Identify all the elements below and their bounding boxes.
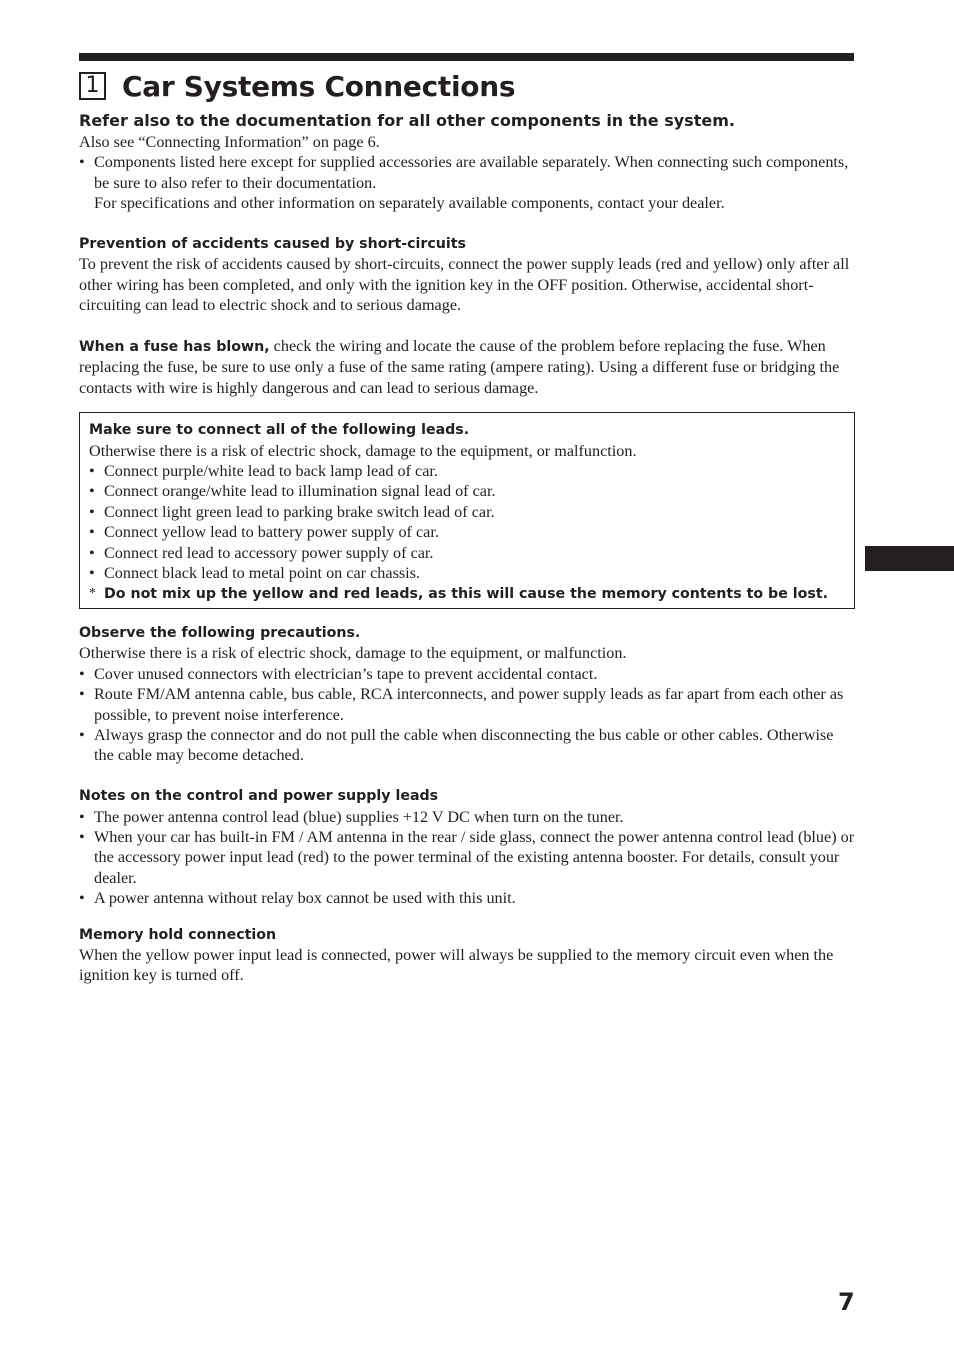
list-item bbox=[89, 481, 845, 501]
bullet-mark: • bbox=[89, 502, 95, 521]
intro-bullet-text bbox=[94, 152, 855, 213]
list-item bbox=[89, 502, 845, 522]
precautions-intro: Otherwise there is a risk of electric shock, damage to the equipment, or malfunction. bbox=[79, 644, 627, 663]
list-item bbox=[89, 522, 845, 542]
list-item bbox=[79, 664, 855, 684]
lead-item-text: Connect orange/white lead to illumination signal lead of car. bbox=[104, 482, 496, 501]
list-item bbox=[79, 807, 855, 827]
fuse-lead: When a fuse has blown, bbox=[79, 339, 270, 356]
list-item bbox=[79, 827, 855, 888]
section-side-tab bbox=[865, 546, 954, 571]
list-item bbox=[89, 461, 845, 481]
page-title: Car Systems Connections bbox=[122, 69, 516, 103]
note-item-text: The power antenna control lead (blue) supplies +12 V DC when turn on the tuner. bbox=[94, 807, 624, 826]
precaution-item-text: Cover unused connectors with electrician’s tape to prevent accidental contact. bbox=[94, 664, 598, 683]
page-number: 7 bbox=[838, 1288, 855, 1316]
lead-item-text: Connect black lead to metal point on car chassis. bbox=[104, 564, 421, 583]
leads-warning-box bbox=[79, 412, 855, 609]
bullet-mark: • bbox=[89, 462, 95, 481]
precautions-heading: Observe the following precautions. bbox=[79, 624, 361, 641]
bullet-mark: • bbox=[79, 889, 85, 908]
list-item bbox=[89, 543, 845, 563]
section-header bbox=[79, 66, 515, 106]
lead-item-text: Connect red lead to accessory power supply of car. bbox=[104, 543, 434, 562]
precaution-item-text: Route FM/AM antenna cable, bus cable, RCA interconnects, and power supply leads as far apart from each other as possible, to prevent noise interference. bbox=[94, 685, 844, 724]
list-item bbox=[79, 888, 855, 908]
list-item bbox=[89, 563, 845, 583]
lead-item-text: Connect light green lead to parking brake switch lead of car. bbox=[104, 502, 495, 521]
leads-box-intro: Otherwise there is a risk of electric shock, damage to the equipment, or malfunction. bbox=[89, 441, 637, 460]
section-number-box: 1 bbox=[79, 72, 106, 100]
main-content bbox=[79, 110, 855, 986]
bullet-mark: • bbox=[89, 543, 95, 562]
intro-bullet bbox=[79, 152, 855, 213]
bullet-mark: • bbox=[89, 564, 95, 583]
list-item bbox=[79, 684, 855, 725]
leads-box-heading: Make sure to connect all of the following leads. bbox=[89, 422, 470, 439]
notes-heading: Notes on the control and power supply leads bbox=[79, 788, 439, 805]
memory-heading: Memory hold connection bbox=[79, 926, 277, 943]
see-also-text: Also see “Connecting Information” on page 6. bbox=[79, 133, 380, 151]
bullet-mark: • bbox=[79, 153, 85, 172]
memory-text: When the yellow power input lead is connected, power will always be supplied to the memory circuit even when the ignition key is turned off. bbox=[79, 945, 834, 985]
note-item-text: A power antenna without relay box cannot be used with this unit. bbox=[94, 889, 516, 908]
intro-bullet-main: Components listed here except for supplied accessories are available separately. When connecting such components, be sure to also refer to their documentation. bbox=[94, 153, 849, 192]
fuse-text: check the wiring and locate the cause of the problem before replacing the fuse. When replacing the fuse, be sure to use only a fuse of the same rating (ampere rating). Using a different fuse or bridging the contacts with wire is highly dangerous and can lead to serious damage. bbox=[79, 337, 840, 397]
asterisk-mark: * bbox=[89, 585, 96, 601]
fuse-paragraph bbox=[79, 336, 855, 398]
lead-item-text: Connect purple/white lead to back lamp lead of car. bbox=[104, 462, 438, 481]
bullet-mark: • bbox=[89, 523, 95, 542]
bullet-mark: • bbox=[79, 725, 85, 744]
bullet-mark: • bbox=[79, 685, 85, 704]
precaution-item-text: Always grasp the connector and do not pull the cable when disconnecting the bus cable or other cables. Otherwise the cable may become detached. bbox=[94, 725, 834, 765]
bullet-mark: • bbox=[79, 827, 85, 846]
note-item-text: When your car has built-in FM / AM antenna in the rear / side glass, connect the power antenna control lead (blue) or the accessory power input lead (red) to the power terminal of the existing antenna booster. For details, consult your dealer. bbox=[94, 827, 855, 887]
intro-subhead: Refer also to the documentation for all other components in the system. bbox=[79, 111, 735, 130]
short-circuit-text: To prevent the risk of accidents caused by short-circuits, connect the power supply leads (red and yellow) only after all other wiring has been completed, and only with the ignition key in the OFF position. Otherwise, accidental short-circuiting can lead to electric shock and to serious damage. bbox=[79, 255, 850, 315]
short-circuit-heading: Prevention of accidents caused by short-circuits bbox=[79, 236, 466, 253]
bullet-mark: • bbox=[79, 664, 85, 683]
intro-bullet-continued: For specifications and other information on separately available components, contact your dealer. bbox=[94, 194, 725, 213]
bullet-mark: • bbox=[89, 482, 95, 501]
lead-item-text: Connect yellow lead to battery power supply of car. bbox=[104, 523, 439, 542]
bullet-mark: • bbox=[79, 807, 85, 826]
memory-warning-text: Do not mix up the yellow and red leads, as this will cause the memory contents to be lost. bbox=[104, 585, 828, 602]
memory-warning bbox=[89, 584, 845, 604]
list-item bbox=[79, 725, 855, 766]
top-rule bbox=[79, 53, 854, 61]
